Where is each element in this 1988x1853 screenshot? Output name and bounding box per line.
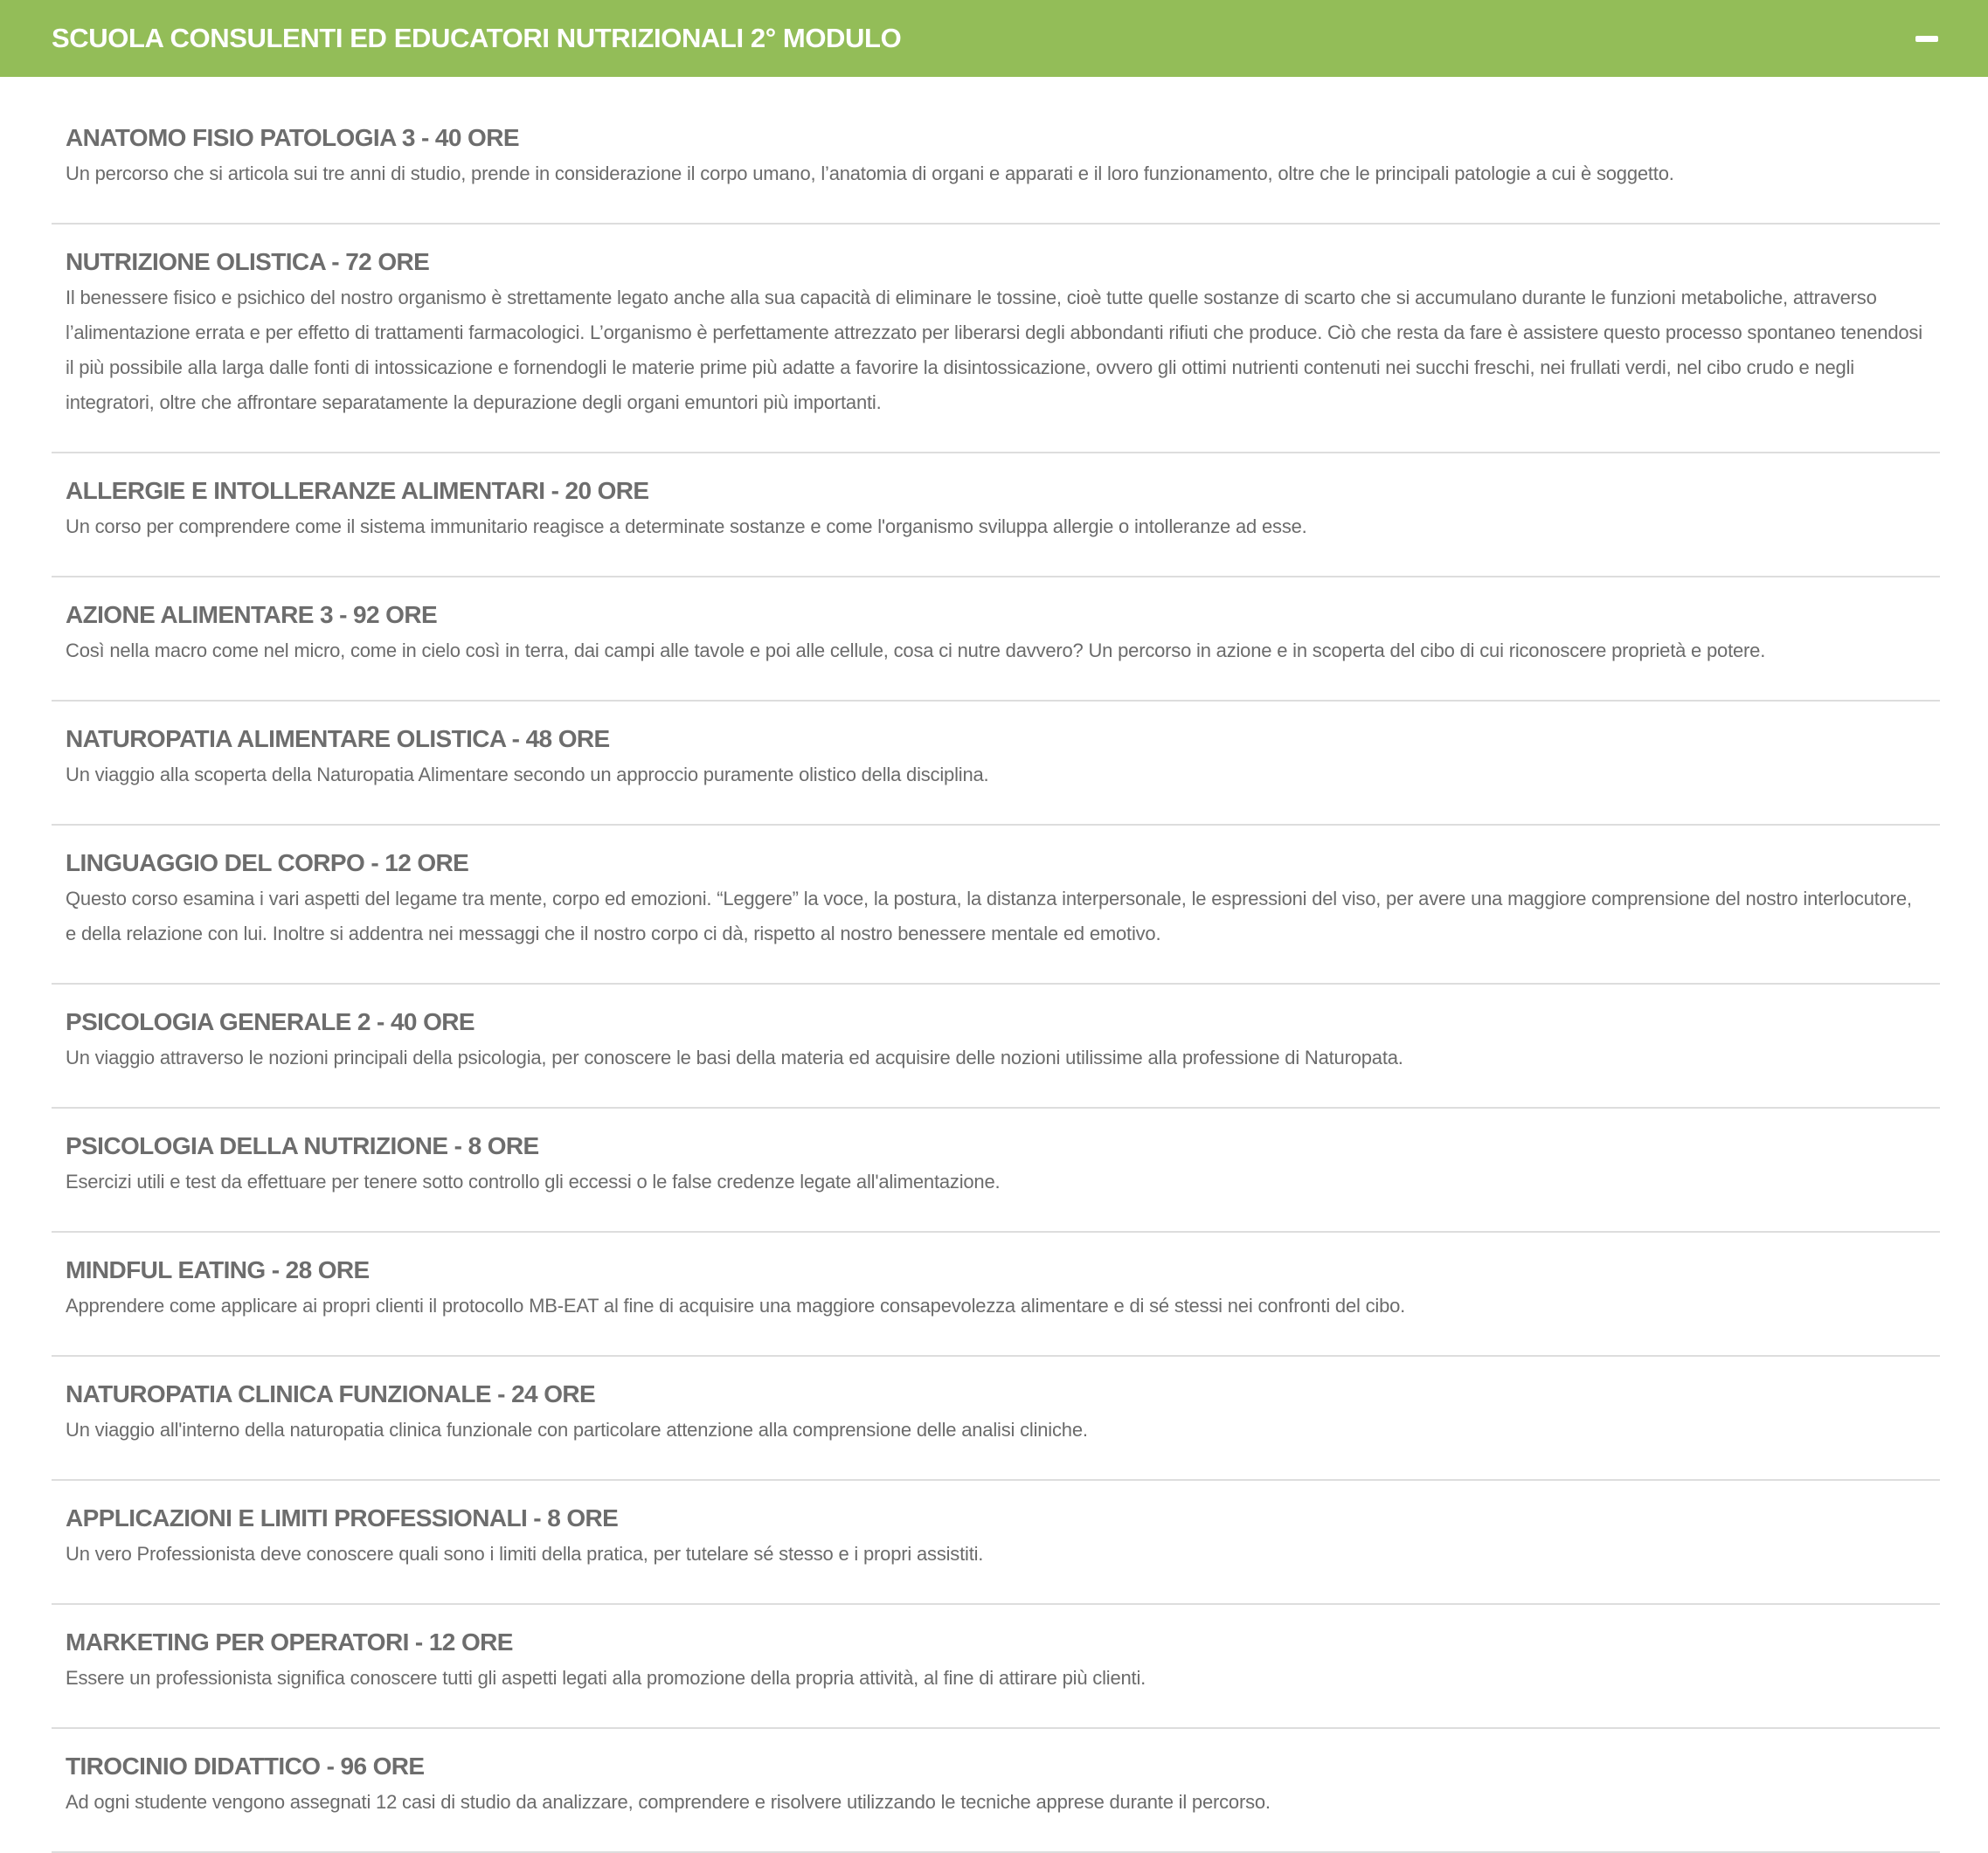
course-description: Così nella macro come nel micro, come in cielo così in terra, dai campi alle tavole e poi alle cellule, cosa ci nutre davvero? Un percorso in azione e in scoperta del cibo di cui riconoscere proprietà e potere. xyxy=(66,640,1766,661)
course-item xyxy=(52,225,1940,453)
course-item xyxy=(52,1109,1940,1233)
course-title: ANATOMO FISIO PATOLOGIA 3 - 40 ORE xyxy=(66,124,519,151)
course-item xyxy=(52,77,1940,225)
course-item xyxy=(52,1357,1940,1481)
course-title: MARKETING PER OPERATORI - 12 ORE xyxy=(66,1628,513,1656)
course-description: Questo corso esamina i vari aspetti del legame tra mente, corpo ed emozioni. “Leggere” la voce, la postura, la distanza interpersonale, le espressioni del viso, per avere una maggiore comprensione del nostro interlocutore, e della relazione con lui. Inoltre si addentra nei messaggi che il nostro corpo ci dà, rispetto al nostro benessere mentale ed emotivo. xyxy=(66,888,1912,944)
accordion-title: SCUOLA CONSULENTI ED EDUCATORI NUTRIZIONALI 2° MODULO xyxy=(52,23,902,53)
course-description: Essere un professionista significa conoscere tutti gli aspetti legati alla promozione della propria attività, al fine di attirare più clienti. xyxy=(66,1667,1146,1689)
course-description: Un viaggio alla scoperta della Naturopatia Alimentare secondo un approccio puramente olistico della disciplina. xyxy=(66,764,989,785)
course-description: Un corso per comprendere come il sistema immunitario reagisce a determinate sostanze e come l'organismo sviluppa allergie o intolleranze ad esse. xyxy=(66,515,1307,537)
course-item xyxy=(52,577,1940,702)
course-item xyxy=(52,453,1940,577)
course-item xyxy=(52,1233,1940,1357)
course-description: Esercizi utili e test da effettuare per tenere sotto controllo gli eccessi o le false credenze legate all'alimentazione. xyxy=(66,1171,1001,1193)
course-list xyxy=(0,77,1988,1853)
course-title: LINGUAGGIO DEL CORPO - 12 ORE xyxy=(66,849,469,876)
course-title: PSICOLOGIA DELLA NUTRIZIONE - 8 ORE xyxy=(66,1132,539,1159)
course-description: Ad ogni studente vengono assegnati 12 casi di studio da analizzare, comprendere e risolvere utilizzando le tecniche apprese durante il percorso. xyxy=(66,1791,1271,1813)
minus-icon[interactable] xyxy=(1915,27,1938,50)
course-title: NUTRIZIONE OLISTICA - 72 ORE xyxy=(66,248,430,275)
course-title: PSICOLOGIA GENERALE 2 - 40 ORE xyxy=(66,1008,474,1035)
course-title: AZIONE ALIMENTARE 3 - 92 ORE xyxy=(66,601,438,628)
course-item xyxy=(52,1481,1940,1605)
course-item xyxy=(52,1605,1940,1729)
course-title: NATUROPATIA CLINICA FUNZIONALE - 24 ORE xyxy=(66,1380,596,1407)
accordion-header[interactable] xyxy=(0,0,1988,77)
course-title: MINDFUL EATING - 28 ORE xyxy=(66,1256,370,1283)
course-description: Apprendere come applicare ai propri clienti il protocollo MB-EAT al fine di acquisire una maggiore consapevolezza alimentare e di sé stessi nei confronti del cibo. xyxy=(66,1295,1406,1317)
course-item xyxy=(52,1729,1940,1853)
course-description: Un vero Professionista deve conoscere quali sono i limiti della pratica, per tutelare sé stesso e i propri assistiti. xyxy=(66,1543,984,1565)
course-title: NATUROPATIA ALIMENTARE OLISTICA - 48 ORE xyxy=(66,725,610,752)
course-description: Un percorso che si articola sui tre anni di studio, prende in considerazione il corpo umano, l’anatomia di organi e apparati e il loro funzionamento, oltre che le principali patologie a cui è soggetto. xyxy=(66,162,1674,184)
course-title: TIROCINIO DIDATTICO - 96 ORE xyxy=(66,1753,425,1780)
course-title: ALLERGIE E INTOLLERANZE ALIMENTARI - 20 ORE xyxy=(66,477,649,504)
course-description: Il benessere fisico e psichico del nostro organismo è strettamente legato anche alla sua capacità di eliminare le tossine, cioè tutte quelle sostanze di scarto che si accumulano durante le funzioni metaboliche, attraverso l’alimentazione errata e per effetto di trattamenti farmacologici. L’organismo è perfettamente attrezzato per liberarsi degli abbondanti rifiuti che produce. Ciò che resta da fare è assistere questo processo spontaneo tenendosi il più possibile alla larga dalle fonti di intossicazione e fornendogli le materie prime più adatte a favorire la disintossicazione, ovvero gli ottimi nutrienti contenuti nei succhi freschi, nei frullati verdi, nel cibo crudo e negli integratori, oltre che affrontare separatamente la depurazione degli organi emuntori più importanti. xyxy=(66,287,1922,413)
course-item xyxy=(52,826,1940,985)
course-item xyxy=(52,985,1940,1109)
course-item xyxy=(52,702,1940,826)
course-description: Un viaggio attraverso le nozioni principali della psicologia, per conoscere le basi della materia ed acquisire delle nozioni utilissime alla professione di Naturopata. xyxy=(66,1047,1403,1068)
course-title: APPLICAZIONI E LIMITI PROFESSIONALI - 8 ORE xyxy=(66,1504,619,1531)
course-description: Un viaggio all'interno della naturopatia clinica funzionale con particolare attenzione alla comprensione delle analisi cliniche. xyxy=(66,1419,1088,1441)
